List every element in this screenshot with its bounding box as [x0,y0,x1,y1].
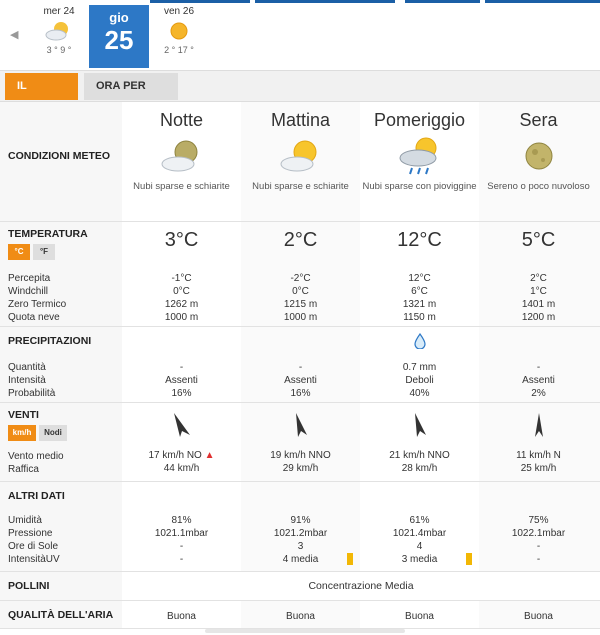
value: Deboli [405,375,434,386]
wind-speed-with-warning [122,449,241,462]
other-data-col [241,482,360,566]
value: 75% [528,515,549,526]
moon-cloud-icon [122,131,241,181]
pollen-row [0,572,600,601]
value: 28 km/h [401,463,438,474]
tab-il-giorno[interactable]: IL [5,73,78,100]
condition-text: Nubi sparse e schiarite [133,181,230,192]
temperature-value: 5°C [521,229,556,251]
day-name: ven 26 [163,6,195,17]
value: 1200 m [521,312,556,323]
value: - [536,554,541,565]
value: 3 media [401,554,438,565]
value: Assenti [165,375,198,386]
value: 1021.2mbar [273,528,328,539]
condition-text: Nubi sparse con pioviggine [362,181,477,192]
day-mer-24[interactable] [29,4,89,66]
other-data-sublabels [8,514,60,566]
day-temps: 2 ° 17 ° [164,45,194,55]
value: 0°C [292,286,309,297]
uv-level-bar [347,553,353,565]
unit-fahrenheit-button[interactable]: °F [33,244,55,260]
temperature-col [241,222,360,324]
wind-direction-arrow-icon [241,411,360,441]
partly-cloudy-icon [29,17,89,45]
precipitation-col [360,327,479,400]
precipitation-sublabels [8,361,55,400]
value: 1215 m [283,299,318,310]
view-tabs [0,70,600,102]
condition-text: Sereno o poco nuvoloso [487,181,590,192]
value: - [179,554,184,565]
value: 2°C [530,273,547,284]
value: 6°C [411,286,428,297]
day-name: gio [109,10,129,25]
sublabel: Quantità [8,362,46,373]
value: - [536,541,541,552]
precipitation-row [0,327,600,403]
value: 40% [409,388,430,399]
air-quality-value: Buona [167,611,196,622]
pollen-value: Concentrazione Media [308,580,414,592]
temperature-sublabels [8,272,66,324]
value: 1262 m [164,299,199,310]
temperature-value: 12°C [397,229,442,251]
condition-text: Nubi sparse e schiarite [252,181,349,192]
value: 4 media [282,554,319,565]
air-quality-value: Buona [524,611,553,622]
sublabel: Intensità [8,375,46,386]
sublabel: Umidità [8,515,42,526]
value: Assenti [522,375,555,386]
value: - [179,362,184,373]
sublabel: Quota neve [8,312,60,323]
value: 81% [171,515,192,526]
conditions-row [0,102,600,222]
value: 1022.1mbar [511,528,566,539]
unit-celsius-button[interactable]: °C [8,244,30,260]
precipitation-label: PRECIPITAZIONI [8,335,92,347]
value: 16% [171,388,192,399]
unit-knots-button[interactable]: Nodi [39,425,67,441]
value: 1000 m [283,312,318,323]
wind-col [122,403,241,475]
warning-icon[interactable]: ▲ [204,450,215,461]
value: 16% [290,388,311,399]
sun-cloud-rain-icon [360,131,479,181]
other-data-row [0,482,600,572]
value: 91% [290,515,311,526]
sublabel: Percepita [8,273,51,284]
value: 3 [297,541,304,552]
sublabel: Vento medio [8,451,64,462]
value: 0.7 mm [402,362,437,373]
period-col-mattina [241,102,360,193]
unit-kmh-button[interactable]: km/h [8,425,36,441]
value: 4 [416,541,423,552]
value: -2°C [290,273,311,284]
value: - [298,362,303,373]
value: 1150 m [403,312,436,323]
temperature-value: 3°C [164,229,199,251]
other-data-col [479,482,598,566]
temperature-label: TEMPERATURA [8,228,88,240]
other-data-col [360,482,479,566]
precipitation-col [241,327,360,400]
wind-direction-arrow-icon [122,411,241,441]
precipitation-col [479,327,598,400]
wind-label: VENTI [8,409,39,421]
value: 1021.4mbar [392,528,447,539]
wind-col [360,403,479,475]
other-data-col [122,482,241,566]
sublabel: Raffica [8,464,39,475]
value: 1000 m [164,312,199,323]
temperature-col [479,222,598,324]
air-quality-label: QUALITÀ DELL'ARIA [8,609,114,621]
sublabel: IntensitàUV [8,554,60,565]
period-col-notte [122,102,241,193]
air-quality-value: Buona [405,611,434,622]
period-title: Mattina [270,110,331,130]
value: 11 km/h N [516,450,561,461]
temperature-value: 2°C [283,229,318,251]
raindrop-icon [360,333,479,353]
wind-unit-toggle [8,425,67,441]
value: 29 km/h [282,463,319,474]
period-title: Sera [519,110,558,130]
temperature-col [360,222,479,324]
tab-ora-per-ora[interactable]: ORA PER [84,73,178,100]
value: 61% [409,515,430,526]
sublabel: Ore di Sole [8,541,59,552]
value: 12°C [408,273,431,284]
day-ven-26[interactable] [149,4,209,66]
value: 17 km/h NO [148,450,202,461]
uv-level-bar [466,553,472,565]
value: 1321 m [402,299,437,310]
moon-icon [479,131,598,181]
precipitation-col [122,327,241,400]
value: 25 km/h [520,463,557,474]
sublabel: Pressione [8,528,53,539]
value: 2% [531,388,546,399]
sun-cloud-icon [241,131,360,181]
value: 1021.1mbar [154,528,209,539]
pollen-label: POLLINI [8,580,50,592]
wind-col [241,403,360,475]
value: 21 km/h NNO [389,450,450,461]
period-title: Pomeriggio [373,110,466,130]
period-col-sera [479,102,598,193]
value: -1°C [171,273,192,284]
value: - [179,541,184,552]
value: 19 km/h NNO [270,450,331,461]
value: Assenti [284,375,317,386]
period-title: Notte [159,110,204,130]
temperature-row [0,222,600,327]
air-quality-row [0,601,600,629]
air-quality-value: Buona [286,611,315,622]
value: 0°C [173,286,190,297]
value: 1401 m [521,299,556,310]
day-name: mer 24 [43,6,75,17]
sunny-icon [149,17,209,45]
wind-col [479,403,598,475]
sublabel: Zero Termico [8,299,67,310]
value: - [536,362,541,373]
chevron-left-icon[interactable]: ◀ [10,29,19,41]
wind-row [0,403,600,482]
horizontal-scrollbar[interactable] [205,629,405,633]
wind-direction-arrow-icon [360,411,479,441]
temperature-col [122,222,241,324]
sublabel: Probabilità [8,388,56,399]
sublabel: Windchill [8,286,49,297]
temperature-unit-toggle [8,244,55,260]
wind-sublabels [8,450,64,476]
day-number: 25 [104,25,134,55]
wind-direction-arrow-icon [479,411,598,441]
other-data-label: ALTRI DATI [8,490,65,502]
value: 44 km/h [163,463,200,474]
value: 1°C [530,286,547,297]
period-col-pomeriggio [360,102,479,193]
day-temps: 3 ° 9 ° [46,45,72,55]
day-gio-25-active[interactable] [89,5,149,68]
day-strip [0,0,600,68]
conditions-label: CONDIZIONI METEO [8,150,111,162]
